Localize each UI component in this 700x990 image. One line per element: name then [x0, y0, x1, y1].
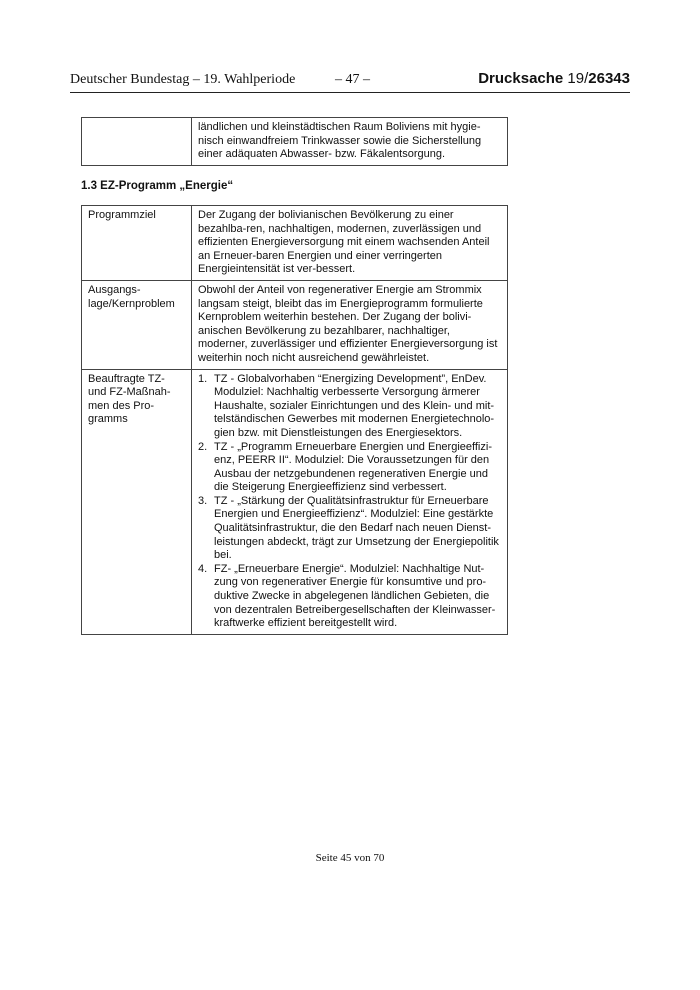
row-text: ländlichen und kleinstädtischen Raum Boliviens mit hygie-nisch einwandfreiem Trinkwasser sowie die Sicherstellung einer adäquaten Abwasser- bzw. Fäkalentsorgung.	[192, 118, 508, 166]
doc-label: Drucksache	[478, 70, 568, 87]
item-text: TZ - Globalvorhaben “Energizing Development”, EnDev. Modulziel: Nachhaltig verbesserte Versorgung ärmerer Haushalte, sozialer Einrichtungen und des Klein- und mit-telständischen Gewerbes mit modernen Energietechnolo-gien bzw. mit Dienstleistungen des Energiesektors.	[214, 372, 495, 439]
document-number	[478, 70, 630, 87]
doc-number-suffix: 26343	[588, 70, 630, 87]
parliament-period: Deutscher Bundestag – 19. Wahlperiode	[70, 72, 296, 87]
list-item	[198, 373, 501, 441]
row-label: Programmziel	[82, 206, 192, 281]
item-text: FZ- „Erneuerbare Energie“. Modulziel: Nachhaltige Nut-zung von regenerativer Energie für konsumtive und pro-duktive Zwecke in abgelegenen ländlichen Gebieten, die von dezentralen Betreibergesellschaften der Kleinwasser-kraftwerke effizient bereitgestellt wird.	[214, 562, 496, 630]
row-label: Beauftragte TZ- und FZ-Maßnah-men des Pro-gramms	[82, 369, 192, 634]
list-item	[198, 495, 501, 563]
row-text: Der Zugang der bolivianischen Bevölkerung zu einer bezahlba-ren, nachhaltigen, modernen, zuverlässigen und effizienten Energieversorgung mit einem wachsenden Anteil an Erneuer-baren Energien und einer verringerten Energieintensität ist ver-bessert.	[192, 206, 508, 281]
page-header	[70, 70, 630, 93]
row-text: Obwohl der Anteil von regenerativer Energie am Strommix langsam steigt, bleibt das im Energieprogramm formulierte Kernproblem weiterhin bestehen. Der Zugang der bolivi-anischen Bevölkerung zu bezahlbarer, nachhaltiger, moderner, zuverlässiger und effizienter Energieversorgung ist weiterhin noch nicht ausreichend gewährleistet.	[192, 280, 508, 369]
item-number: 1.	[198, 372, 208, 385]
section-title: 1.3 EZ-Programm „Energie“	[81, 180, 234, 192]
list-item	[198, 563, 501, 631]
row-label: Ausgangs-lage/Kernproblem	[82, 280, 192, 369]
item-number: 3.	[198, 494, 208, 507]
row-list-cell	[192, 369, 508, 634]
program-table	[81, 205, 508, 635]
item-number: 4.	[198, 562, 208, 575]
continuation-table	[81, 117, 508, 166]
page-footer: Seite 45 von 70	[315, 852, 385, 864]
table-row	[82, 206, 508, 281]
table-row	[82, 369, 508, 634]
item-number: 2.	[198, 440, 208, 453]
page-number: – 47 –	[335, 72, 370, 87]
item-text: TZ - „Programm Erneuerbare Energien und Energieeffizi-enz, PEERR II“. Modulziel: Die Voraussetzungen für den Ausbau der netzgebundenen regenerativen Energie und die Steigerung Energieeffizienz sind verbessert.	[214, 440, 492, 494]
row-label	[82, 118, 192, 166]
item-text: TZ - „Stärkung der Qualitätsinfrastruktur für Erneuerbare Energien und Energieeffizienz“. Modulziel: Eine gestärkte Qualitätsinfrastruktur, die den Bedarf nach neuen Dienst-leistungen abdeckt, trägt zur Umsetzung der Energiepolitik bei.	[214, 494, 499, 562]
list-item	[198, 441, 501, 495]
doc-number-prefix: 19/	[567, 70, 589, 87]
table-row	[82, 280, 508, 369]
table-row	[82, 118, 508, 166]
measures-list	[198, 373, 501, 631]
